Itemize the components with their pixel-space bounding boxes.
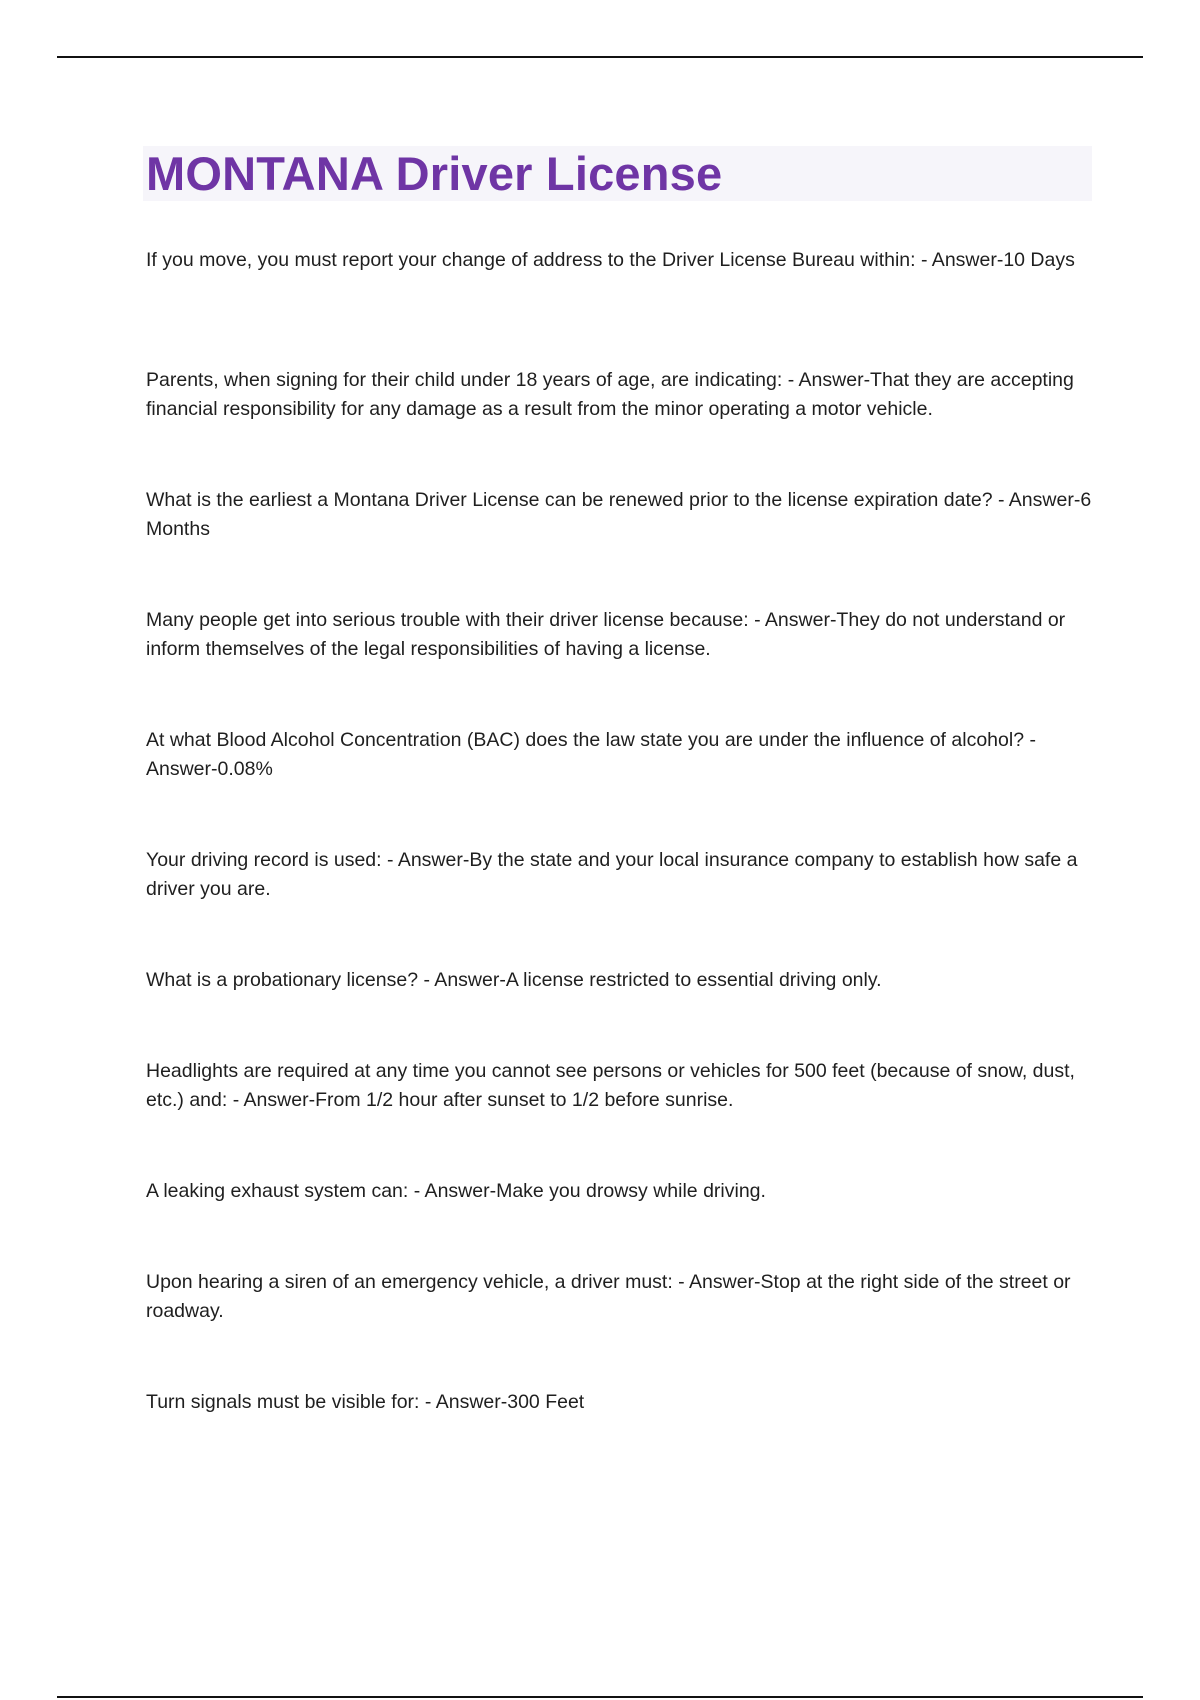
document-title: MONTANA Driver License <box>146 147 723 200</box>
qa-item: Turn signals must be visible for: - Answer-300 Feet <box>146 1391 585 1413</box>
qa-item: Upon hearing a siren of an emergency vehicle, a driver must: - Answer-Stop at the right side of the street or roadway. <box>146 1271 1071 1322</box>
qa-item: At what Blood Alcohol Concentration (BAC) does the law state you are under the influence of alcohol? - Answer-0.08% <box>146 729 1036 780</box>
qa-item: If you move, you must report your change of address to the Driver License Bureau within: - Answer-10 Days <box>146 249 1075 271</box>
qa-item: What is the earliest a Montana Driver License can be renewed prior to the license expiration date? - Answer-6 Months <box>146 489 1092 540</box>
qa-item: Parents, when signing for their child under 18 years of age, are indicating: - Answer-That they are accepting financial responsibility for any damage as a result from the minor operating a motor vehicle. <box>146 369 1074 420</box>
qa-list <box>146 246 1092 1479</box>
qa-item: Many people get into serious trouble with their driver license because: - Answer-They do not understand or inform themselves of the legal responsibilities of having a license. <box>146 609 1066 660</box>
footer-rule <box>57 1696 1143 1698</box>
header-rule <box>57 56 1143 58</box>
qa-item: A leaking exhaust system can: - Answer-Make you drowsy while driving. <box>146 1180 766 1202</box>
qa-item: What is a probationary license? - Answer-A license restricted to essential driving only. <box>146 969 882 991</box>
qa-item: Headlights are required at any time you cannot see persons or vehicles for 500 feet (because of snow, dust, etc.) and: - Answer-From 1/2 hour after sunset to 1/2 before sunrise. <box>146 1060 1075 1111</box>
qa-item: Your driving record is used: - Answer-By the state and your local insurance company to establish how safe a driver you are. <box>146 849 1078 900</box>
